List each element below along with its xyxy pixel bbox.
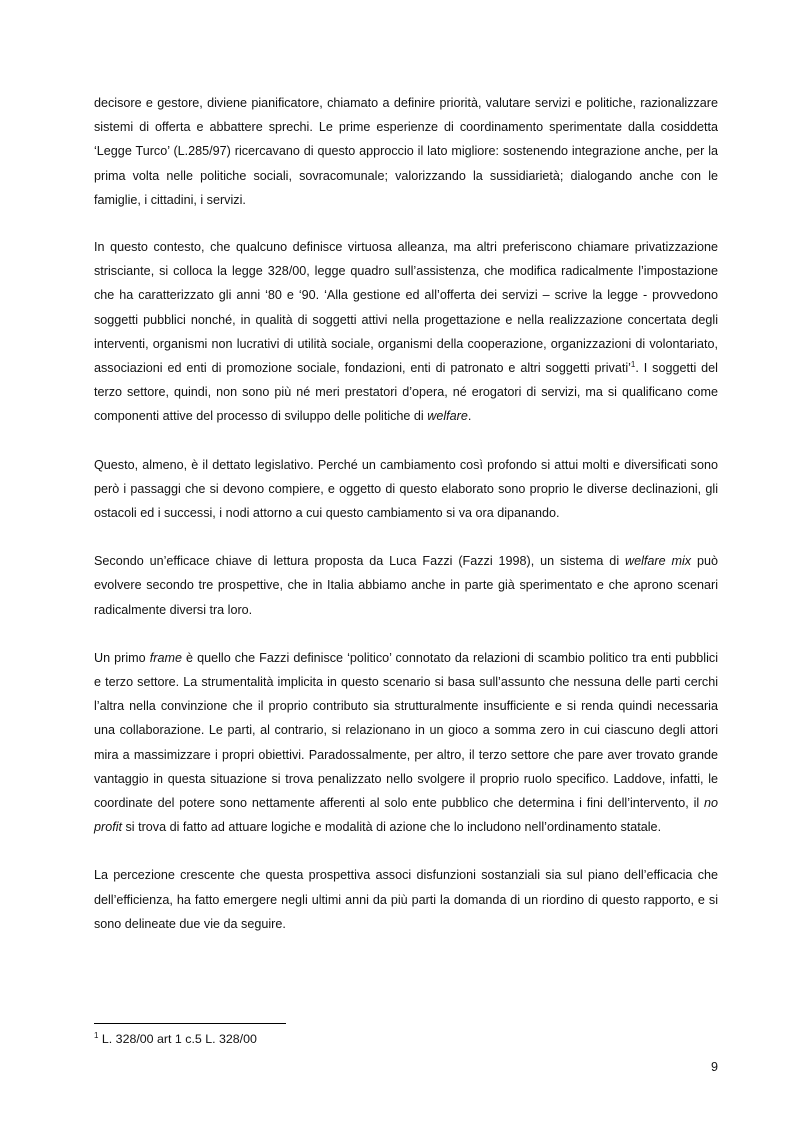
paragraph xyxy=(94,549,718,622)
footnote-marker: 1 xyxy=(94,1031,99,1040)
text-run: . xyxy=(467,409,472,424)
text-run: In questo contesto, che qualcuno definisce virtuosa alleanza, ma altri preferiscono chiamare privatizzazione strisciante, si colloca la legge 328/00, legge quadro sull’assistenza, che modifica radicalmente l’impostazione che ha caratterizzato gli anni ‘80 e ‘90. ‘Alla gestione ed all’offerta dei servizi – scrive la legge - provvedono soggetti pubblici nonché, in qualità di soggetti attivi nella progettazione e nella realizzazione concertata degli interventi, organismi non lucrativi di utilità sociale, organismi della cooperazione, organizzazioni di volontariato, associazioni ed enti di promozione sociale, fondazioni, enti di patronato e altri soggetti privati’ xyxy=(94,240,718,376)
footnote-text: L. 328/00 art 1 c.5 L. 328/00 xyxy=(98,1032,257,1046)
page-number: 9 xyxy=(710,1060,718,1074)
footnote xyxy=(94,1031,257,1047)
paragraph xyxy=(94,91,718,212)
text-run: si trova di fatto ad attuare logiche e modalità di azione che lo includono nell’ordinamento statale. xyxy=(122,820,662,835)
text-run: . I soggetti del terzo settore, quindi, non sono più né meri prestatori d’opera, né erogatori di servizi, ma si qualificano come componenti attive del processo di sviluppo delle politiche di xyxy=(94,361,718,424)
text-run: Questo, almeno, è il dettato legislativo. Perché un cambiamento così profondo si attui molti e diversificati sono però i passaggi che si devono compiere, e oggetto di questo elaborato sono proprio le diverse declinazioni, gli ostacoli ed i successi, i nodi attorno a cui questo cambiamento si va ora dipanando. xyxy=(94,457,718,521)
footnote-reference: 1 xyxy=(630,360,636,370)
page-body xyxy=(94,91,718,960)
paragraph xyxy=(94,646,718,840)
text-run: Un primo xyxy=(94,650,150,665)
text-run: Secondo un’efficace chiave di lettura proposta da Luca Fazzi (Fazzi 1998), un sistema di xyxy=(94,554,626,569)
text-run: La percezione crescente che questa prospettiva associ disfunzioni sostanziali sia sul piano dell’efficacia che dell’efficienza, ha fatto emergere negli ultimi anni da più parti la domanda di un riordino di questo rapporto, e si sono delineate due vie da seguire. xyxy=(94,868,718,931)
paragraph xyxy=(94,863,718,936)
text-run: è quello che Fazzi definisce ‘politico’ connotato da relazioni di scambio politico tra enti pubblici e terzo settore. La strumentalità implicita in questo scenario si basa sull’assunto che nessuna delle parti cerchi l’altra nella convinzione che il proprio contributo sia strutturalmente insufficiente e si renda quindi necessaria una collaborazione. Le parti, al contrario, si relazionano in un gioco a somma zero in cui ciascuno degli attori mira a massimizzare i propri obiettivi. Paradossalmente, per altro, il terzo settore che pare aver trovato grande vantaggio in questa situazione si trova penalizzato nello svolgere il proprio ruolo specifico. Laddove, infatti, le coordinate del potere sono nettamente afferenti al solo ente pubblico che determina i fini dell’intervento, il xyxy=(94,650,718,811)
italic-text: no profit xyxy=(94,796,718,835)
paragraph xyxy=(94,235,718,429)
text-run: può evolvere secondo tre prospettive, che in Italia abbiamo anche in parte già sperimentato e che aprono scenari radicalmente diversi tra loro. xyxy=(94,554,718,617)
italic-text: welfare mix xyxy=(625,554,692,569)
text-run: decisore e gestore, diviene pianificatore, chiamato a definire priorità, valutare servizi e politiche, razionalizzare sistemi di offerta e abbattere sprechi. Le prime esperienze di coordinamento sperimentate dalla cosiddetta ‘Legge Turco’ (L.285/97) ricercavano di questo approccio il lato migliore: sostenendo integrazione anche, per la prima volta nelle politiche sociali, sovracomunale; valorizzando la sussidiarietà; dialogando anche con le famiglie, i cittadini, i servizi. xyxy=(94,96,718,207)
paragraph xyxy=(94,453,718,526)
footnote-separator xyxy=(94,1023,286,1024)
italic-text: frame xyxy=(149,650,182,665)
italic-text: welfare xyxy=(427,409,468,424)
